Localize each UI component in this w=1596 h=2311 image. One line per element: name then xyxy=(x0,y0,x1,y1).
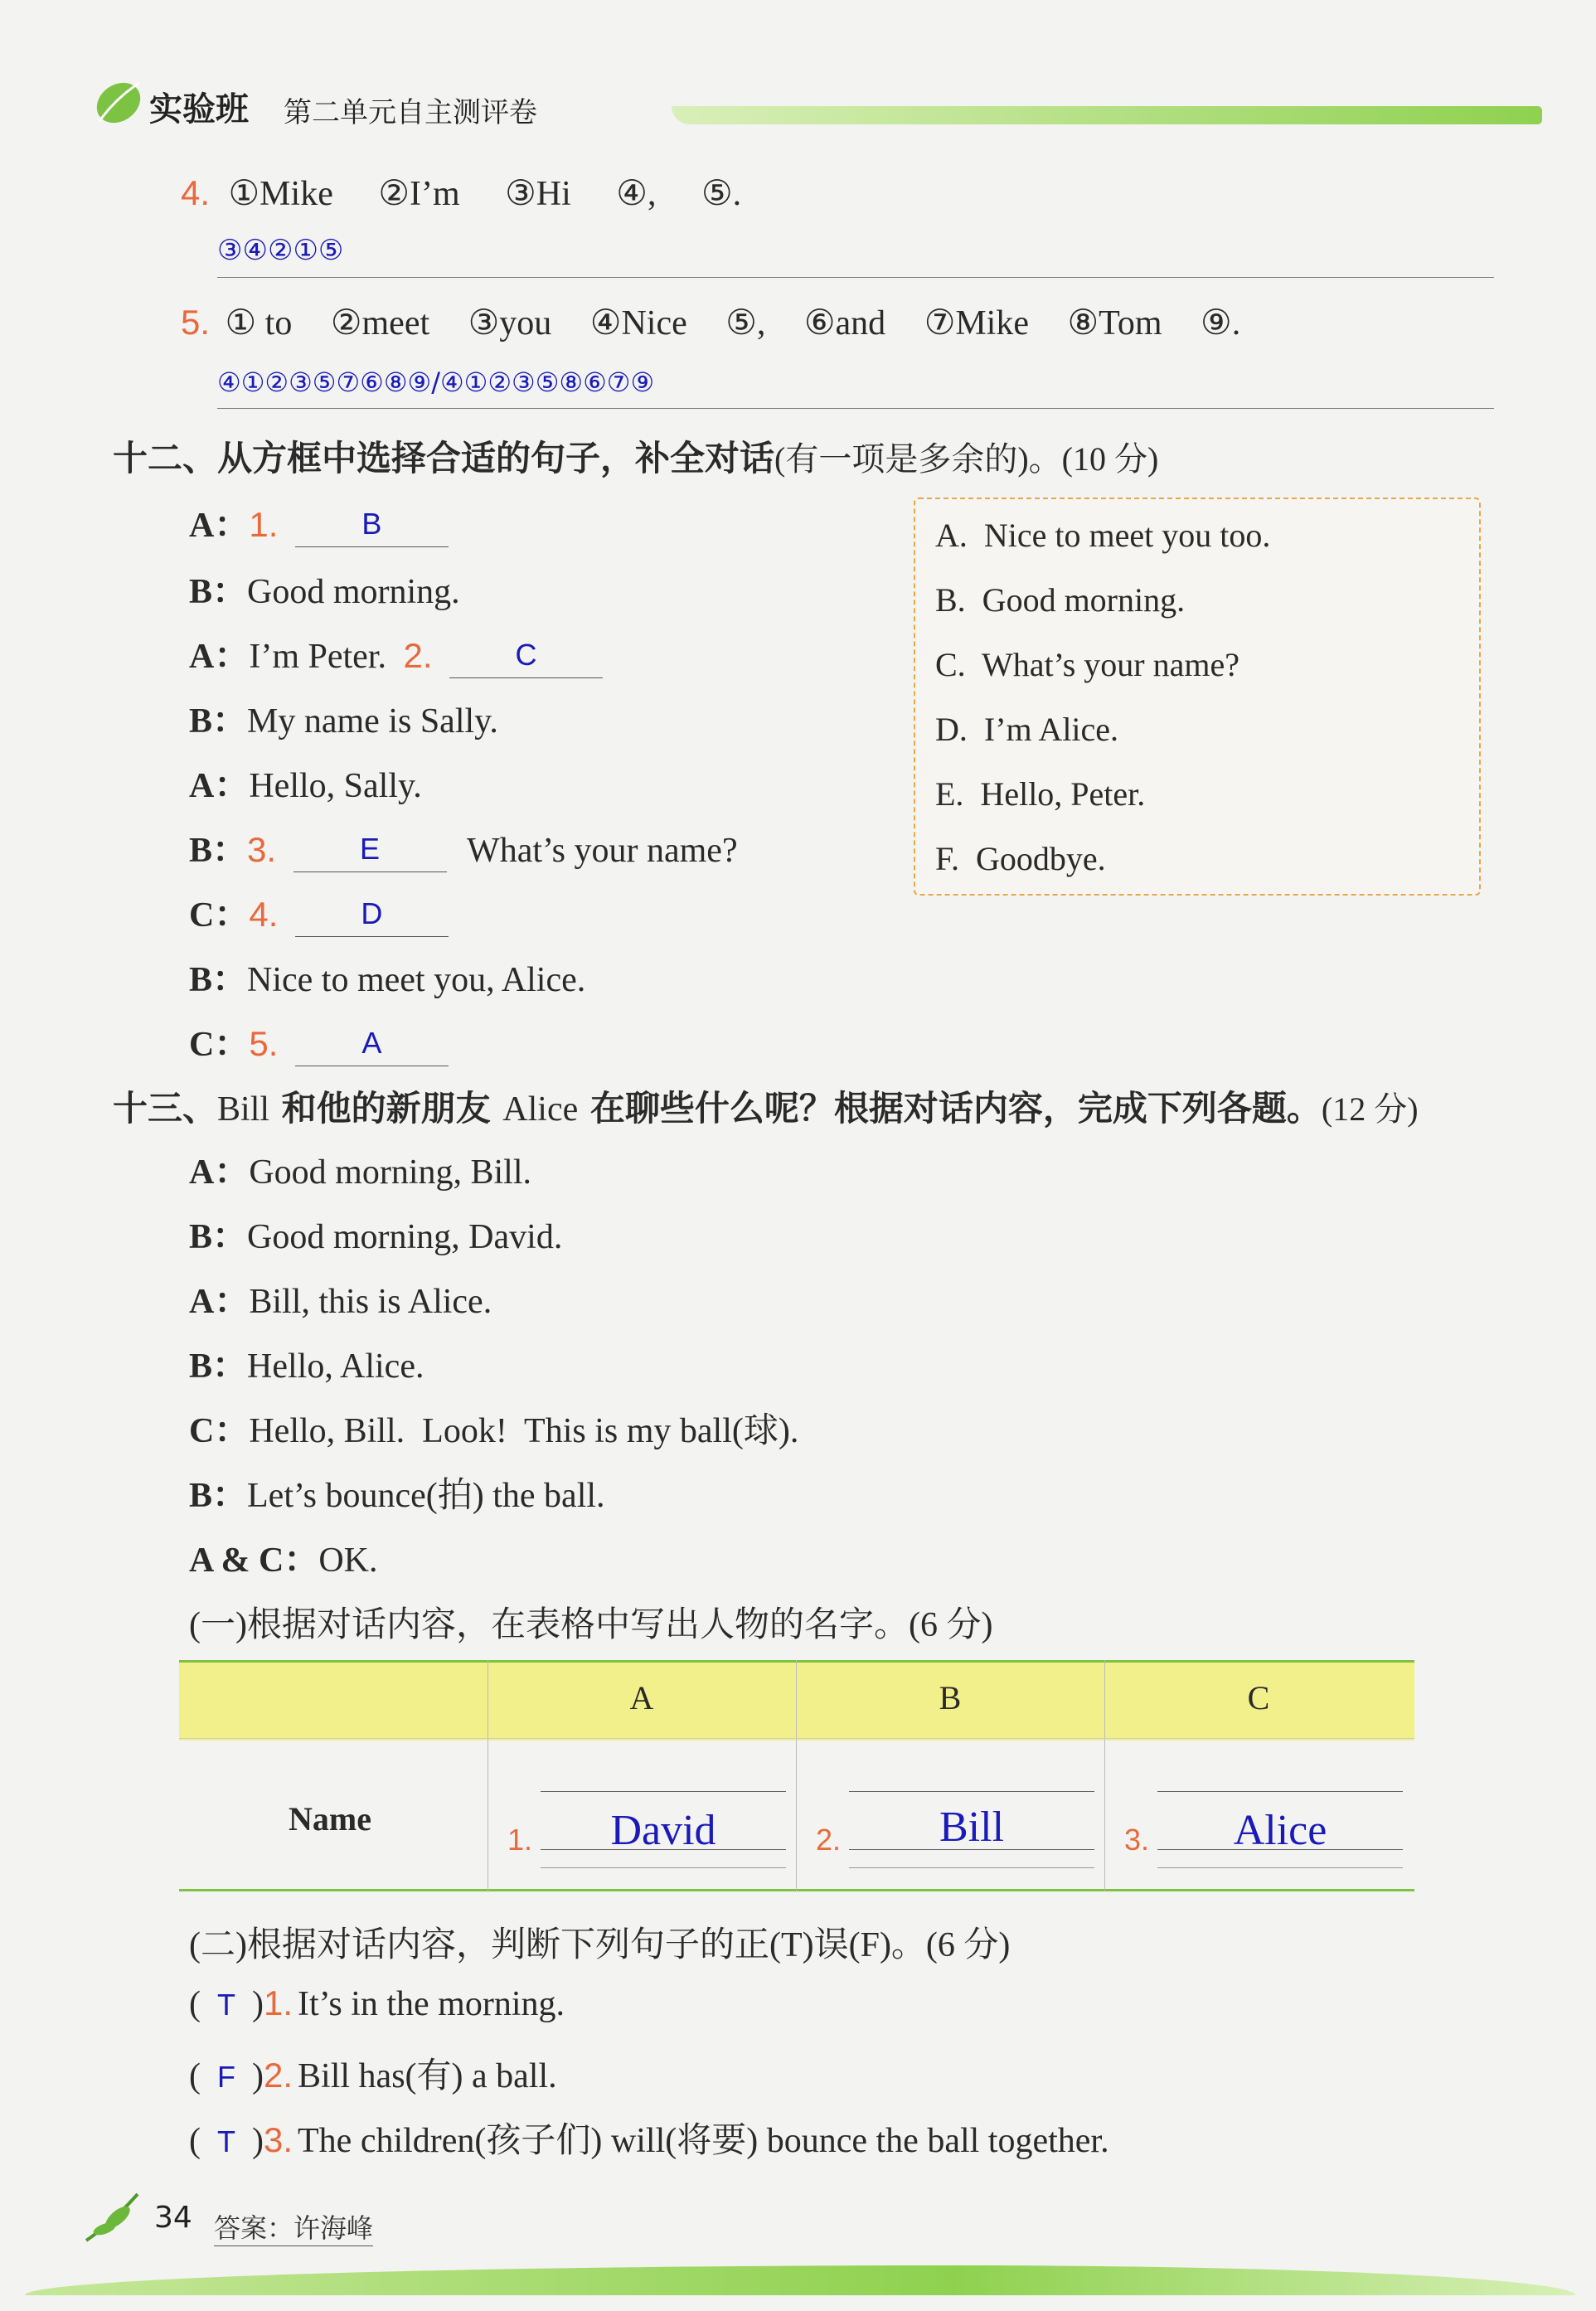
part1-title: (一)根据对话内容，在表格中写出人物的名字。(6 分) xyxy=(189,1606,993,1644)
q5-item: ⑤, xyxy=(725,304,766,342)
dialog-line: A：1. B xyxy=(189,498,449,547)
answer-blank[interactable]: A xyxy=(295,1022,449,1066)
section-12-title: 十二、从方框中选择合适的句子，补全对话(有一项是多余的)。(10 分) xyxy=(113,438,1159,478)
name-answer[interactable]: David xyxy=(610,1807,716,1854)
q4-answer: ③④②①⑤ xyxy=(217,234,344,267)
q5-answer: ④①②③⑤⑦⑥⑧⑨/④①②③⑤⑧⑥⑦⑨ xyxy=(217,367,655,398)
tf-answer[interactable]: T xyxy=(217,2124,235,2158)
q5-item: ⑦Mike xyxy=(924,304,1029,342)
option-item: A. Nice to meet you too. xyxy=(935,517,1271,554)
option-item: F. Goodbye. xyxy=(935,840,1106,877)
q4-item: ④, xyxy=(616,175,657,213)
leaf-sprig-icon xyxy=(80,2189,146,2247)
dialog-line: C：Hello, Bill. Look! This is my ball(球). xyxy=(189,1412,799,1450)
write-line xyxy=(1157,1791,1403,1792)
write-line xyxy=(541,1791,786,1792)
footer xyxy=(0,2173,1596,2311)
table-header-rule xyxy=(179,1738,1414,1739)
section-13-title: 十三、Bill 和他的新朋友 Alice 在聊些什么呢？根据对话内容，完成下列各题。(12 分) xyxy=(113,1088,1419,1129)
table-bottom-rule xyxy=(179,1889,1414,1891)
tf-item: ( F )2. Bill has(有) a ball. xyxy=(189,2056,557,2095)
answer-blank[interactable]: D xyxy=(295,893,449,937)
leaf-logo-icon xyxy=(91,73,146,128)
dialog-line: A：Bill, this is Alice. xyxy=(189,1283,492,1321)
write-line xyxy=(849,1867,1094,1868)
q5-item: ④Nice xyxy=(589,304,687,342)
name-cell: 3. Alice xyxy=(1124,1779,1403,1871)
q5-answer-line xyxy=(217,408,1494,409)
tf-item: ( T )1. It’s in the morning. xyxy=(189,1983,565,2023)
row-label-name: Name xyxy=(289,1800,371,1838)
dialog-line: B：Good morning, David. xyxy=(189,1218,563,1256)
q5-item: ① to xyxy=(225,304,293,342)
brand-label: 实验班 xyxy=(149,90,249,129)
option-item: B. Good morning. xyxy=(935,581,1186,619)
dialog-line: C：5. A xyxy=(189,1017,449,1066)
option-item: E. Hello, Peter. xyxy=(935,775,1146,813)
q4-item: ⑤. xyxy=(701,175,742,213)
answer-blank[interactable]: C xyxy=(449,634,603,678)
write-line xyxy=(1157,1867,1403,1868)
dialog-line: B：Let’s bounce(拍) the ball. xyxy=(189,1477,605,1515)
q5-item: ③you xyxy=(468,304,552,342)
tf-item: ( T )3. The children(孩子们) will(将要) bounce the ball together. xyxy=(189,2120,1109,2160)
dialog-line: A：Hello, Sally. xyxy=(189,767,422,805)
answer-blank[interactable]: B xyxy=(295,503,449,547)
dialog-line: B：Good morning. xyxy=(189,573,460,611)
dialog-line: B：My name is Sally. xyxy=(189,702,498,740)
header-green-bar xyxy=(672,106,1542,124)
page-number: 34 xyxy=(154,2201,192,2235)
q5-item: ⑧Tom xyxy=(1067,304,1162,342)
part2-title: (二)根据对话内容，判断下列句子的正(T)误(F)。(6 分) xyxy=(189,1926,1011,1964)
write-line xyxy=(541,1867,786,1868)
q5-item: ②meet xyxy=(330,304,430,342)
table-header-cell: A xyxy=(629,1679,654,1716)
dialog-line: A：Good morning, Bill. xyxy=(189,1153,532,1192)
footer-green-wave xyxy=(25,2265,1575,2295)
names-table xyxy=(179,1660,1414,1891)
table-header-cell: B xyxy=(939,1679,962,1716)
q4-number: 4. xyxy=(181,173,211,212)
q5-item: ⑥and xyxy=(803,304,886,342)
dialog-line: B：3. E What’s your name? xyxy=(189,823,738,872)
header xyxy=(91,73,1550,131)
dialog-line: A & C：OK. xyxy=(189,1541,378,1580)
name-cell: 2. Bill xyxy=(816,1779,1094,1871)
q4-item: ②I’m xyxy=(378,175,460,213)
q5-row xyxy=(181,302,1240,343)
dialog-line: B：Nice to meet you, Alice. xyxy=(189,961,586,999)
options-box xyxy=(914,498,1481,896)
q5-number: 5. xyxy=(181,303,211,342)
table-header-cell: C xyxy=(1247,1679,1270,1716)
name-cell: 1. David xyxy=(507,1779,786,1871)
q4-answer-line xyxy=(217,277,1494,278)
tf-answer[interactable]: T xyxy=(217,1988,235,2022)
answer-label: 答案：许海峰 xyxy=(214,2207,373,2246)
answer-blank[interactable]: E xyxy=(293,828,447,872)
q4-item: ③Hi xyxy=(505,175,571,213)
q5-item: ⑨. xyxy=(1201,304,1241,342)
option-item: D. I’m Alice. xyxy=(935,711,1119,748)
dialog-line: A：I’m Peter. 2. C xyxy=(189,629,603,678)
header-title: 第二单元自主测评卷 xyxy=(284,96,537,129)
q4-item: ①Mike xyxy=(228,175,333,213)
dialog-line: B：Hello, Alice. xyxy=(189,1347,424,1386)
write-line xyxy=(849,1791,1094,1792)
tf-answer[interactable]: F xyxy=(217,2060,235,2094)
option-item: C. What’s your name? xyxy=(935,646,1239,683)
name-answer[interactable]: Alice xyxy=(1233,1807,1327,1854)
q4-row xyxy=(181,172,741,214)
dialog-line: C：4. D xyxy=(189,887,449,937)
name-answer[interactable]: Bill xyxy=(939,1804,1005,1851)
